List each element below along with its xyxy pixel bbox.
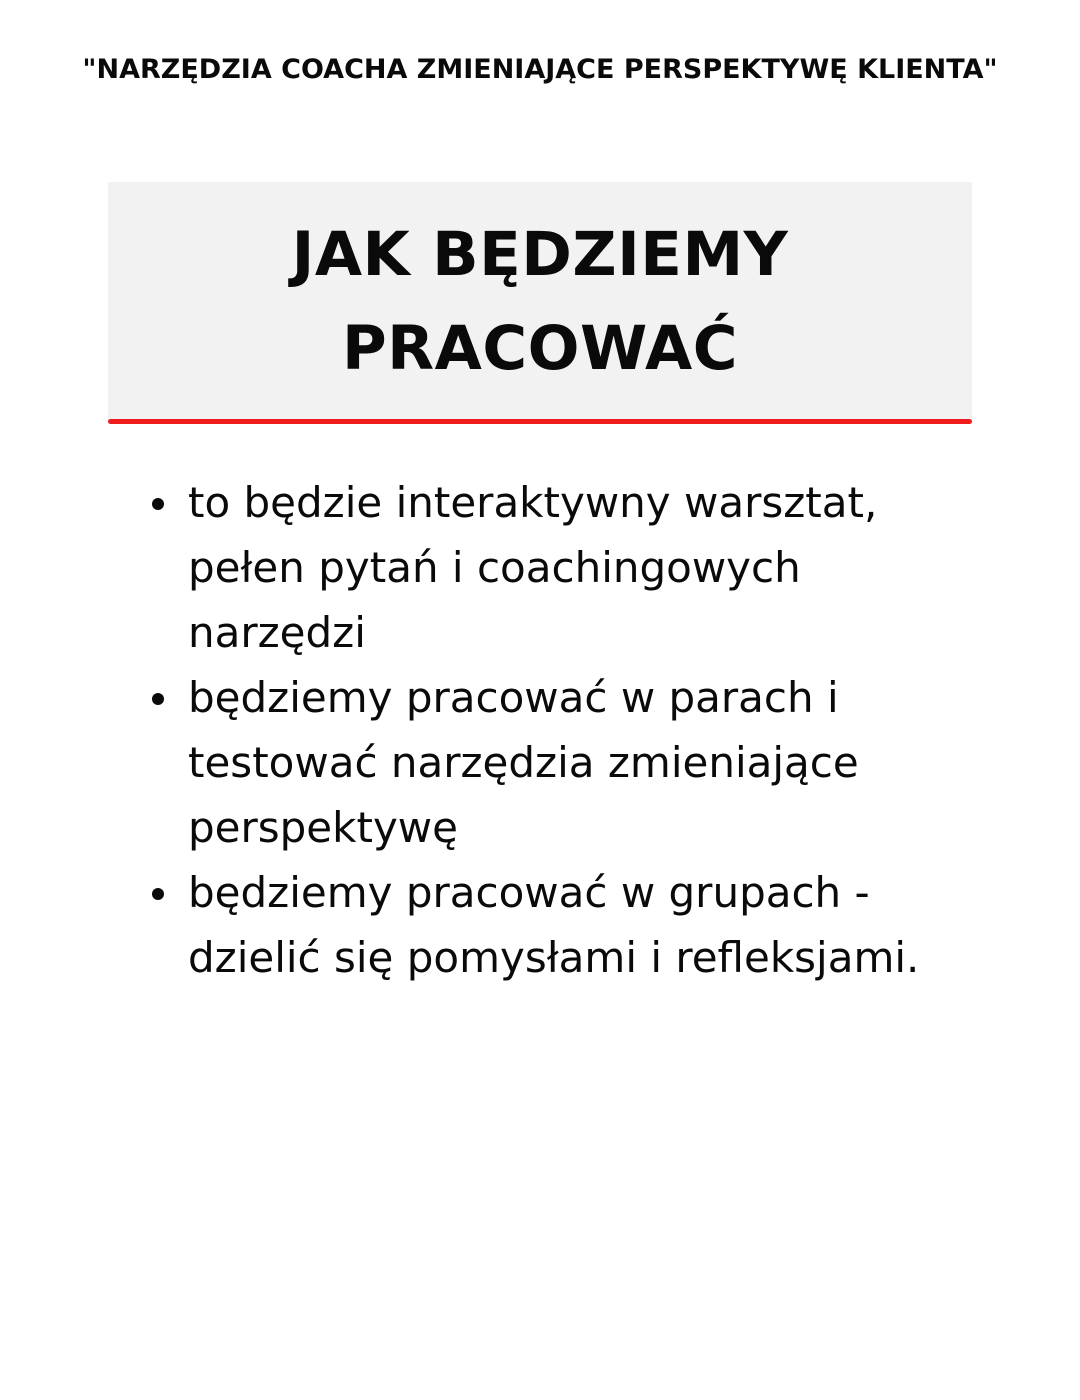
page-title bbox=[108, 208, 972, 396]
list-item-line: będziemy pracować w grupach - bbox=[188, 868, 870, 917]
title-line-2: PRACOWAĆ bbox=[341, 313, 739, 384]
list-item bbox=[140, 860, 940, 990]
list-item-line: narzędzi bbox=[188, 608, 366, 657]
list-item-line: testować narzędzia zmieniające bbox=[188, 738, 859, 787]
list-item-line: pełen pytań i coachingowych bbox=[188, 543, 801, 592]
title-line-1: JAK BĘDZIEMY bbox=[291, 219, 789, 290]
list-item bbox=[140, 665, 940, 860]
list-item-line: będziemy pracować w parach i bbox=[188, 673, 839, 722]
list-item-line: dzielić się pomysłami i refleksjami. bbox=[188, 933, 920, 982]
list-item bbox=[140, 470, 940, 665]
bullet-icon bbox=[152, 498, 164, 510]
list-item-line: perspektywę bbox=[188, 803, 458, 852]
bullet-list bbox=[140, 470, 940, 990]
accent-divider bbox=[108, 419, 972, 424]
bullet-icon bbox=[152, 888, 164, 900]
document-subtitle: "NARZĘDZIA COACHA ZMIENIAJĄCE PERSPEKTYWĘ KLIENTA" bbox=[82, 54, 998, 85]
bullet-icon bbox=[152, 693, 164, 705]
list-item-line: to będzie interaktywny warsztat, bbox=[188, 478, 878, 527]
